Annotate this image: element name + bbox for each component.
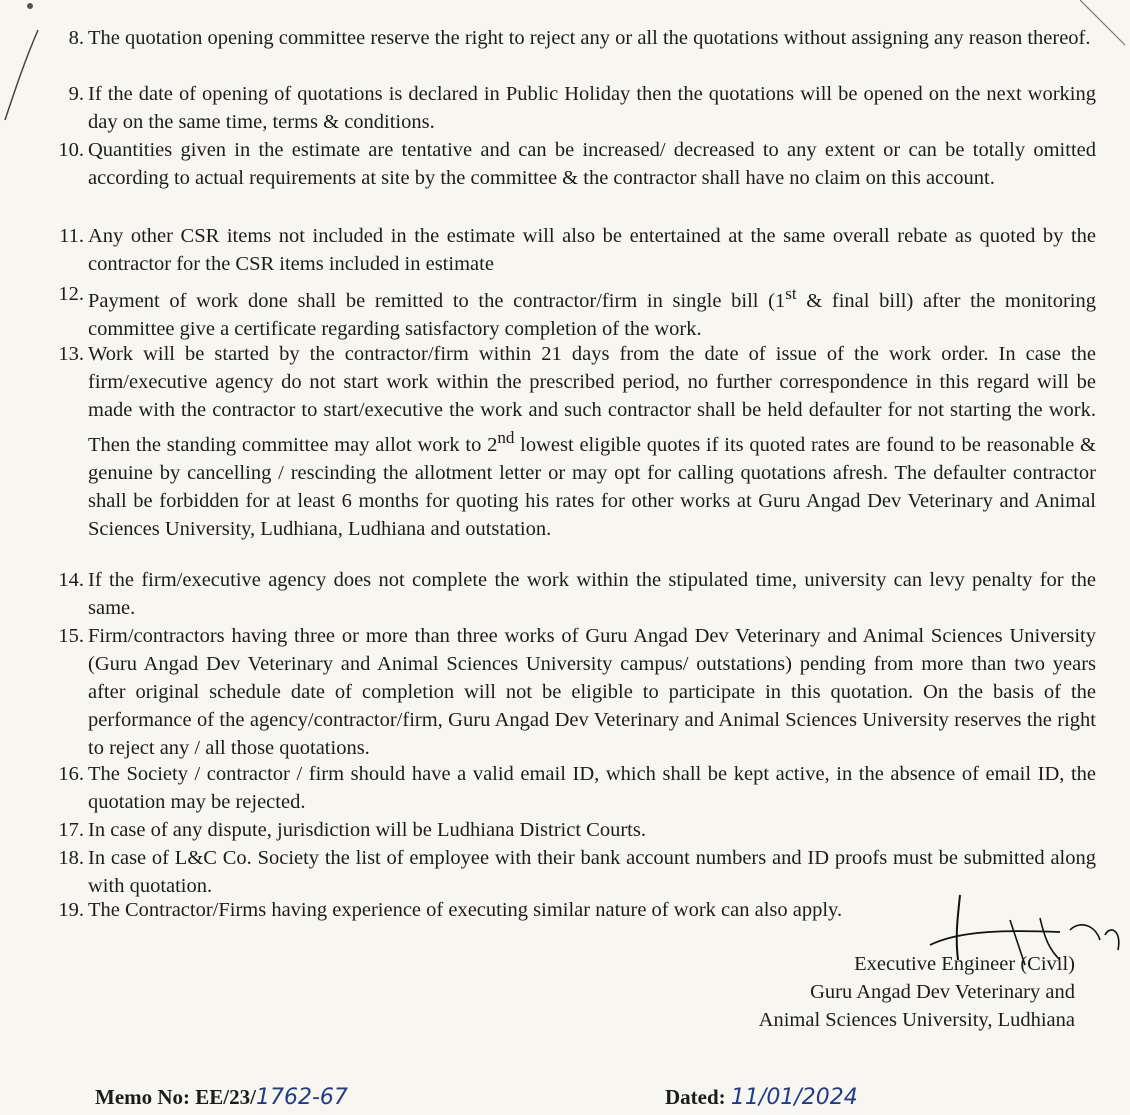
clause-text [88,340,1096,543]
clause-text: Firm/contractors having three or more than three works of Guru Angad Dev Veterinary and Animal Sciences University (Guru Angad Dev Veterinary and Animal Sciences University campus/ outstations) pending from more than two years after original schedule date of completion will not be eligible to participate in this quotation. On the basis of the performance of the agency/contractor/firm, Guru Angad Dev Veterinary and Animal Sciences University reserves the right to reject any / all those quotations. [88,625,1096,759]
clause-17 [48,816,1096,844]
clause-10 [48,136,1096,192]
signatory-org-line2: Animal Sciences University, Ludhiana [758,1009,1075,1031]
clause-text [88,280,1096,343]
margin-mark [0,0,40,130]
clause-number: 12. [58,283,84,305]
clause-text: If the date of opening of quotations is declared in Public Holiday then the quotations will be opened on the next working day on the same time, terms & conditions. [88,83,1096,133]
clause-text: In case of any dispute, jurisdiction will be Ludhiana District Courts. [88,819,646,841]
superscript: nd [497,428,515,447]
clause-text-pre: Work will be started by the contractor/firm within 21 days from the date of issue of the work order. In case the firm/executive agency do not start work within the prescribed period, no further correspondence in this regard will be made with the contractor to start/executive the work and such contractor shall be held defaulter for not starting the work. Then the standing committee may allot work to 2 [88,343,1096,456]
clause-11 [48,222,1096,278]
clause-14 [48,566,1096,622]
clause-text-post: lowest eligible quotes if its quoted rates are found to be reasonable & genuine by cancelling / rescinding the allotment letter or may opt for calling quotations afresh. The defaulter contractor shall be forbidden for at least 6 months for quoting his rates for other works at Guru Angad Dev Veterinary and Animal Sciences University, Ludhiana, Ludhiana and outstation. [88,433,1096,540]
clause-text-post: & final bill) after the monitoring committee give a certificate regarding satisfactory completion of the work. [88,289,1096,340]
clause-number: 9. [68,83,84,105]
clause-number: 13. [58,343,84,365]
clause-number: 11. [59,225,84,247]
clause-text: The Society / contractor / firm should have a valid email ID, which shall be kept active, in the absence of email ID, the quotation may be rejected. [88,763,1096,813]
memo-number [95,1085,348,1110]
clause-number: 14. [58,569,84,591]
signatory-org-line1: Guru Angad Dev Veterinary and [810,981,1075,1003]
clause-number: 17. [58,819,84,841]
signatory-title: Executive Engineer (Civil) [854,953,1075,975]
clause-text: Any other CSR items not included in the estimate will also be entertained at the same overall rebate as quoted by the contractor for the CSR items included in estimate [88,225,1096,275]
memo-handwritten-number: 1762-67 [255,1085,348,1110]
memo-label: Memo No: EE/23/ [95,1085,256,1109]
clause-15 [48,622,1096,762]
signature-block [759,950,1075,1034]
clause-text: If the firm/executive agency does not complete the work within the stipulated time, university can levy penalty for the same. [88,569,1096,619]
clause-number: 15. [58,625,84,647]
clause-13 [48,340,1096,543]
clause-12 [48,280,1096,343]
clause-text-pre: Payment of work done shall be remitted to the contractor/firm in single bill (1 [88,289,786,312]
clause-8 [48,24,1096,52]
superscript: st [785,284,797,303]
clause-number: 19. [58,899,84,921]
clause-text: The Contractor/Firms having experience of executing similar nature of work can also apply. [88,899,843,921]
clause-number: 16. [58,763,84,785]
clause-number: 10. [58,139,84,161]
date-label: Dated: [665,1085,731,1109]
clause-16 [48,760,1096,816]
clause-text: Quantities given in the estimate are tentative and can be increased/ decreased to any extent or can be totally omitted according to actual requirements at site by the committee & the contractor shall have no claim on this account. [88,139,1096,189]
clause-text: In case of L&C Co. Society the list of employee with their bank account numbers and ID proofs must be submitted along with quotation. [88,847,1096,897]
clause-text: The quotation opening committee reserve the right to reject any or all the quotations without assigning any reason thereof. [88,27,1091,49]
clause-number: 18. [58,847,84,869]
clause-9 [48,80,1096,136]
memo-date [665,1085,858,1110]
clause-number: 8. [68,27,84,49]
handwritten-date: 11/01/2024 [730,1085,858,1110]
